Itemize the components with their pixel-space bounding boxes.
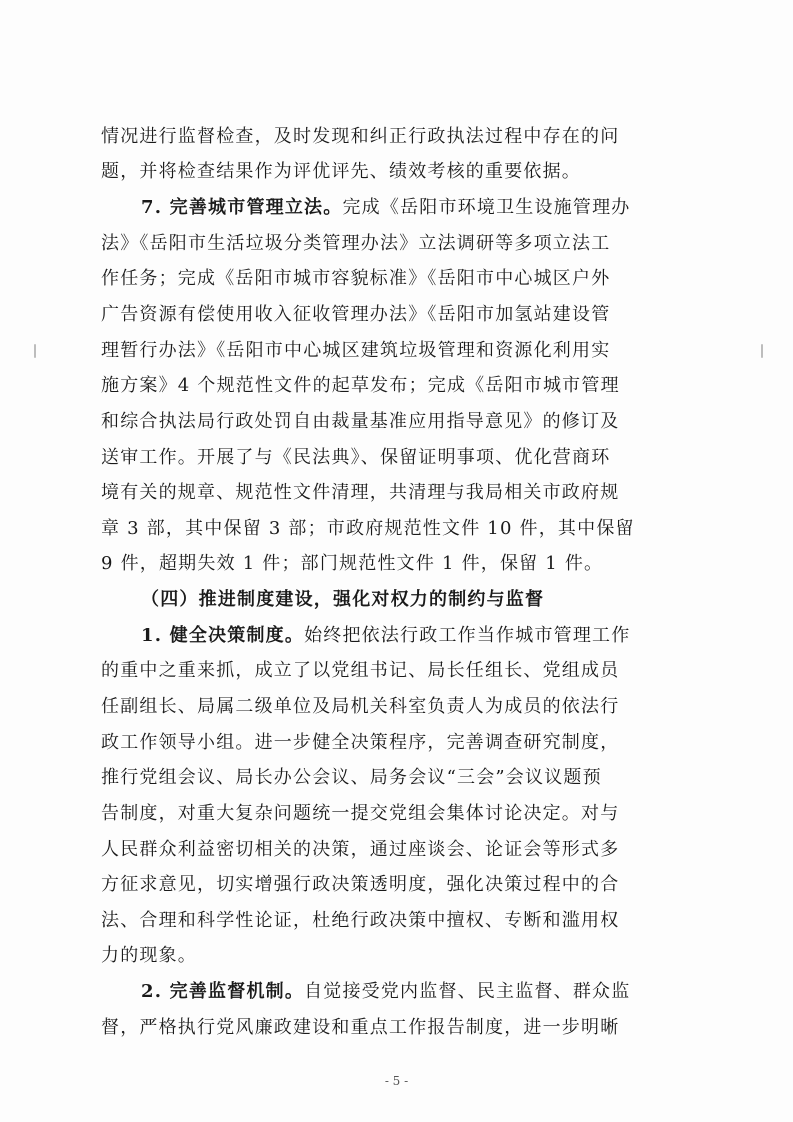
body-line: 推行党组会议、局长办公会议、局务会议“三会”会议议题预 xyxy=(101,767,602,788)
body-line: 施方案》4 个规范性文件的起草发布；完成《岳阳市城市管理 xyxy=(101,375,620,396)
section-1-line: 1. 健全决策制度。始终把依法行政工作当作城市管理工作 xyxy=(141,625,631,646)
body-line: 送审工作。开展了与《民法典》、保留证明事项、优化营商环 xyxy=(101,447,611,468)
body-line: 法》《岳阳市生活垃圾分类管理办法》立法调研等多项立法工 xyxy=(101,233,611,254)
body-line: 情况进行监督检查，及时发现和纠正行政执法过程中存在的问 xyxy=(101,126,620,147)
body-line: 任副组长、局属二级单位及局机关科室负责人为成员的依法行 xyxy=(101,696,620,717)
page-number: - 5 - xyxy=(384,1074,409,1088)
body-line: 人民群众利益密切相关的决策，通过座谈会、论证会等形式多 xyxy=(101,839,620,860)
section-2-title: 2. 完善监督机制。 xyxy=(141,981,305,1002)
body-line: 9 件，超期失效 1 件；部门规范性文件 1 件，保留 1 件。 xyxy=(101,553,604,574)
body-line: 理暂行办法》《岳阳市中心城区建筑垃圾管理和资源化利用实 xyxy=(101,340,611,361)
body-line: 和综合执法局行政处罚自由裁量基准应用指导意见》的修订及 xyxy=(101,411,620,432)
section-1-title: 1. 健全决策制度。 xyxy=(141,625,305,646)
body-line: 章 3 部，其中保留 3 部；市政府规范性文件 10 件，其中保留 xyxy=(101,518,635,539)
body-line: 法、合理和科学性论证，杜绝行政决策中擅权、专断和滥用权 xyxy=(101,910,620,931)
body-line: 方征求意见，切实增强行政决策透明度，强化决策过程中的合 xyxy=(101,874,620,895)
section-4-heading: （四）推进制度建设，强化对权力的制约与监督 xyxy=(141,589,545,610)
section-2-line: 2. 完善监督机制。自觉接受党内监督、民主监督、群众监 xyxy=(141,981,631,1002)
body-line: 题，并将检查结果作为评优评先、绩效考核的重要依据。 xyxy=(101,161,581,182)
body-line: 督，严格执行党风廉政建设和重点工作报告制度，进一步明晰 xyxy=(101,1017,620,1038)
body-line: 广告资源有偿使用收入征收管理办法》《岳阳市加氢站建设管 xyxy=(101,304,611,325)
body-line: 告制度，对重大复杂问题统一提交党组会集体讨论决定。对与 xyxy=(101,803,620,824)
body-line: 力的现象。 xyxy=(101,945,197,966)
section-7-line: 7. 完善城市管理立法。完成《岳阳市环境卫生设施管理办 xyxy=(141,197,631,218)
body-line: 的重中之重来抓，成立了以党组书记、局长任组长、党组成员 xyxy=(101,660,620,681)
body-line: 境有关的规章、规范性文件清理，共清理与我局相关市政府规 xyxy=(101,482,620,503)
body-line: 作任务；完成《岳阳市城市容貌标准》《岳阳市中心城区户外 xyxy=(101,268,611,289)
section-7-title: 7. 完善城市管理立法。 xyxy=(141,197,343,218)
body-line: 政工作领导小组。进一步健全决策程序，完善调查研究制度， xyxy=(101,732,620,753)
